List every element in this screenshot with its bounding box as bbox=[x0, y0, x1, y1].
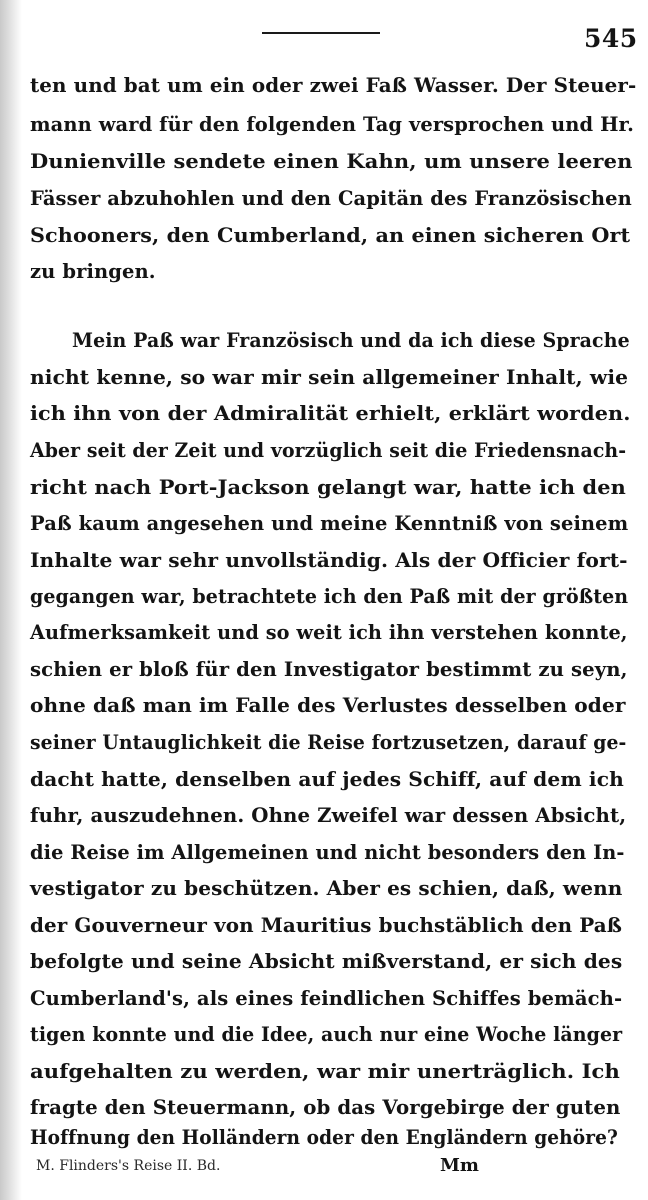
signature-mark: Mm bbox=[440, 1155, 479, 1176]
text-line: ten und bat um ein oder zwei Faß Wasser. Der Steuer- bbox=[30, 74, 637, 97]
text-line: schien er bloß für den Investigator bestimmt zu seyn, bbox=[30, 658, 628, 681]
text-line: Dunienville sendete einen Kahn, um unsere leeren bbox=[30, 150, 633, 173]
footer-signature: M. Flinders's Reise II. Bd. bbox=[36, 1158, 221, 1174]
text-line: nicht kenne, so war mir sein allgemeiner Inhalt, wie bbox=[30, 366, 629, 389]
text-line: aufgehalten zu werden, war mir unerträglich. Ich bbox=[30, 1060, 620, 1083]
text-line: Aber seit der Zeit und vorzüglich seit die Friedensnach- bbox=[30, 439, 627, 462]
header-rule bbox=[262, 32, 380, 34]
text-line: Cumberland's, als eines feindlichen Schiffes bemäch- bbox=[30, 987, 623, 1010]
text-line: Mein Paß war Französisch und da ich diese Sprache bbox=[72, 329, 630, 352]
text-line: die Reise im Allgemeinen und nicht besonders den In- bbox=[30, 841, 625, 864]
text-line: ich ihn von der Admiralität erhielt, erklärt worden. bbox=[30, 402, 631, 425]
page-number: 545 bbox=[584, 24, 638, 53]
text-line: richt nach Port-Jackson gelangt war, hatte ich den bbox=[30, 476, 626, 499]
text-line: fragte den Steuermann, ob das Vorgebirge der guten bbox=[30, 1096, 621, 1119]
text-line: befolgte und seine Absicht mißverstand, er sich des bbox=[30, 950, 623, 973]
text-line: seiner Untauglichkeit die Reise fortzusetzen, darauf ge- bbox=[30, 731, 627, 754]
text-line: ohne daß man im Falle des Verlustes desselben oder bbox=[30, 694, 626, 717]
text-line: gegangen war, betrachtete ich den Paß mit der größten bbox=[30, 585, 629, 608]
text-line: Fässer abzuhohlen und den Capitän des Französischen bbox=[30, 187, 632, 210]
text-line: zu bringen. bbox=[30, 260, 156, 283]
binding-shadow bbox=[0, 0, 22, 1200]
text-line: mann ward für den folgenden Tag versprochen und Hr. bbox=[30, 113, 634, 136]
text-line: tigen konnte und die Idee, auch nur eine Woche länger bbox=[30, 1023, 623, 1046]
text-line: dacht hatte, denselben auf jedes Schiff, auf dem ich bbox=[30, 768, 624, 791]
text-line: Inhalte war sehr unvollständig. Als der Officier fort- bbox=[30, 549, 628, 572]
text-line: vestigator zu beschützen. Aber es schien, daß, wenn bbox=[30, 877, 623, 900]
text-line: der Gouverneur von Mauritius buchstäblich den Paß bbox=[30, 914, 622, 937]
text-line: fuhr, auszudehnen. Ohne Zweifel war dessen Absicht, bbox=[30, 804, 627, 827]
text-line: Aufmerksamkeit und so weit ich ihn verstehen konnte, bbox=[30, 621, 628, 644]
text-line: Schooners, den Cumberland, an einen sicheren Ort bbox=[30, 224, 631, 247]
text-line: Hoffnung den Holländern oder den Engländern gehöre? bbox=[30, 1126, 618, 1149]
text-line: Paß kaum angesehen und meine Kenntniß von seinem bbox=[30, 512, 629, 535]
